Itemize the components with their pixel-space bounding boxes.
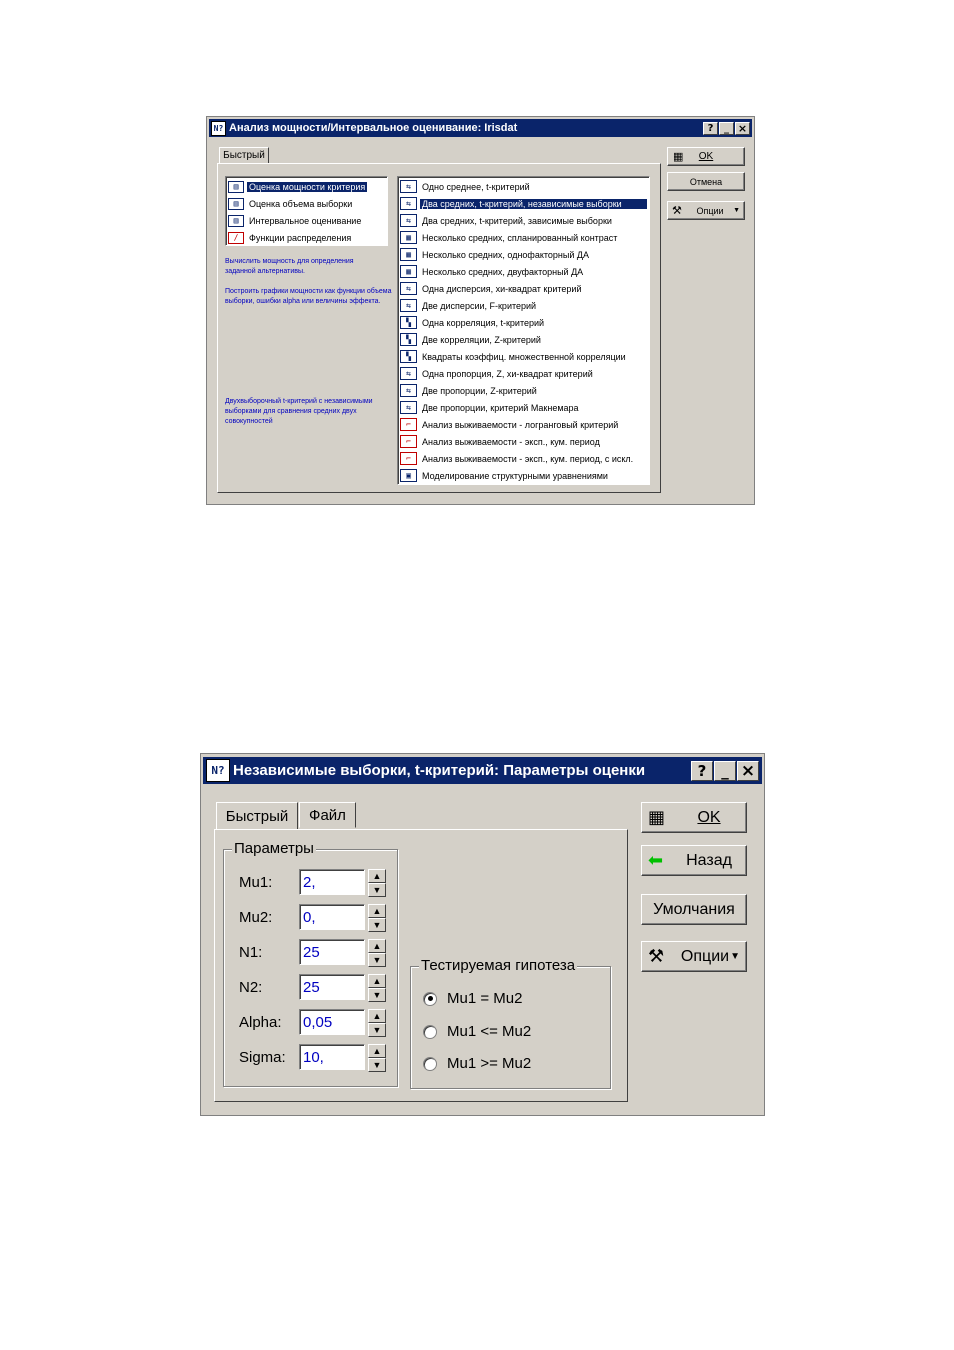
correlation-icon: ▚ [400, 333, 417, 346]
t-test-icon: ⇆ [400, 214, 417, 227]
spin-up-icon[interactable]: ▲ [368, 1009, 386, 1023]
list-item[interactable]: ⌐ Анализ выживаемости - эксп., кум. период [400, 433, 647, 450]
variance-icon: ⇆ [400, 282, 417, 295]
param-input[interactable] [299, 1009, 365, 1035]
description-2: Построить графики мощности как функции объема выборки, ошибки alpha или величины эффекта. [225, 288, 392, 305]
power-chart-icon: ▥ [228, 181, 244, 193]
list-item[interactable]: ▦ Несколько средних, двуфакторный ДА [400, 263, 647, 280]
correlation-icon: ▚ [400, 350, 417, 363]
options-button[interactable]: ⚒ Опции ▼ [641, 941, 747, 972]
proportion-icon: ⇆ [400, 367, 417, 380]
proportion-icon: ⇆ [400, 384, 417, 397]
back-button[interactable]: ⬅ Назад [641, 845, 747, 876]
param-input[interactable] [299, 974, 365, 1000]
param-label: Mu2: [239, 909, 273, 926]
table-icon: ▦ [673, 151, 684, 163]
app-icon: N? [211, 121, 226, 136]
spin-down-icon[interactable]: ▼ [368, 953, 386, 967]
parameters-window [200, 753, 765, 1116]
survival-icon: ⌐ [400, 435, 417, 448]
sample-size-icon: ▥ [228, 198, 244, 210]
param-input[interactable] [299, 1044, 365, 1070]
minimize-button[interactable]: _ [719, 122, 734, 135]
app-icon: N? [206, 759, 230, 782]
spin-up-icon[interactable]: ▲ [368, 904, 386, 918]
radio-dot[interactable] [423, 1057, 437, 1071]
list-item[interactable]: ▚ Квадраты коэффиц. множественной корреляции [400, 348, 647, 365]
close-button[interactable]: × [737, 761, 759, 781]
list-item[interactable]: ▦ Несколько средних, однофакторный ДА [400, 246, 647, 263]
list-item[interactable]: ⇆ Две пропорции, Z-критерий [400, 382, 647, 399]
help-button[interactable]: ? [703, 122, 718, 135]
distribution-icon: ∕ [228, 232, 244, 244]
sem-icon: ▣ [400, 469, 417, 482]
power-analysis-window [206, 116, 755, 505]
radio-dot[interactable] [423, 992, 437, 1006]
minimize-button[interactable]: _ [714, 761, 736, 781]
description-3: Двухвыборочный t-критерий с независимыми выборками для сравнения средних двух совокупностей [225, 398, 373, 425]
proportion-icon: ⇆ [400, 401, 417, 414]
param-input[interactable] [299, 939, 365, 965]
spin-down-icon[interactable]: ▼ [368, 918, 386, 932]
hypothesis-legend: Тестируемая гипотеза [421, 957, 576, 974]
list-item[interactable]: ⇆ Две пропорции, критерий Макнемара [400, 399, 647, 416]
options-button[interactable]: ⚒ Опции ▼ [667, 201, 745, 220]
list-item[interactable]: ⌐ Анализ выживаемости - эксп., кум. период, с искл. [400, 450, 647, 467]
close-button[interactable]: × [735, 122, 750, 135]
list-item[interactable]: ⇆ Одна дисперсия, хи-квадрат критерий [400, 280, 647, 297]
spin-up-icon[interactable]: ▲ [368, 974, 386, 988]
list-item[interactable]: ▥ Оценка объема выборки [228, 195, 385, 212]
defaults-button[interactable]: Умолчания [641, 894, 747, 925]
param-spinner[interactable] [368, 1044, 386, 1072]
param-spinner[interactable] [368, 904, 386, 932]
dropdown-arrow-icon: ▼ [730, 951, 740, 962]
cancel-button[interactable]: Отмена [667, 172, 745, 191]
grid-icon: ▦ [400, 248, 417, 261]
correlation-icon: ▚ [400, 316, 417, 329]
list-item[interactable]: ⇆ Одна пропорция, Z, хи-квадрат критерий [400, 365, 647, 382]
param-input[interactable] [299, 869, 365, 895]
dropdown-arrow-icon: ▼ [733, 207, 740, 214]
list-item[interactable]: ∕ Функции распределения [228, 229, 385, 246]
title-bar[interactable] [209, 119, 752, 137]
spin-up-icon[interactable]: ▲ [368, 869, 386, 883]
spin-down-icon[interactable]: ▼ [368, 1058, 386, 1072]
list-item[interactable]: ⇆ Два средних, t-критерий, зависимые выборки [400, 212, 647, 229]
hypothesis-radio-equal[interactable]: Mu1 = Mu2 [423, 990, 522, 1007]
window-title: Анализ мощности/Интервальное оценивание: Irisdat [229, 122, 518, 134]
hypothesis-radio-greater[interactable]: Mu1 >= Mu2 [423, 1055, 531, 1072]
options-icon: ⚒ [672, 205, 682, 217]
spin-down-icon[interactable]: ▼ [368, 883, 386, 897]
back-arrow-icon: ⬅ [648, 850, 664, 870]
list-item[interactable]: ▚ Две корреляции, Z-критерий [400, 331, 647, 348]
param-spinner[interactable] [368, 939, 386, 967]
options-icon: ⚒ [648, 946, 665, 966]
param-spinner[interactable] [368, 974, 386, 1002]
param-label: Mu1: [239, 874, 273, 891]
param-input[interactable] [299, 904, 365, 930]
variance-icon: ⇆ [400, 299, 417, 312]
parameters-legend: Параметры [234, 840, 314, 857]
ok-button[interactable]: ▦ OK [667, 147, 745, 166]
spin-down-icon[interactable]: ▼ [368, 1023, 386, 1037]
list-item[interactable]: ⌐ Анализ выживаемости - логранговый критерий [400, 416, 647, 433]
tab-quick[interactable]: Быстрый [216, 802, 298, 830]
table-icon: ▦ [648, 807, 666, 827]
t-test-icon: ⇆ [400, 180, 417, 193]
hypothesis-radio-less[interactable]: Mu1 <= Mu2 [423, 1023, 531, 1040]
survival-icon: ⌐ [400, 452, 417, 465]
description-1: Вычислить мощность для определения заданной альтернативы. [225, 258, 354, 275]
list-item[interactable]: ▥ Оценка мощности критерия [228, 178, 385, 195]
interval-icon: ▥ [228, 215, 244, 227]
spin-down-icon[interactable]: ▼ [368, 988, 386, 1002]
spin-up-icon[interactable]: ▲ [368, 939, 386, 953]
list-item[interactable]: ⇆ Одно среднее, t-критерий [400, 178, 647, 195]
param-label: Sigma: [239, 1049, 286, 1066]
grid-icon: ▦ [400, 265, 417, 278]
list-item[interactable]: ▦ Несколько средних, спланированный контраст [400, 229, 647, 246]
spin-up-icon[interactable]: ▲ [368, 1044, 386, 1058]
list-item[interactable]: ⇆ Две дисперсии, F-критерий [400, 297, 647, 314]
tab-file[interactable]: Файл [299, 802, 356, 828]
tab-quick[interactable]: Быстрый [219, 147, 269, 164]
param-spinner[interactable] [368, 1009, 386, 1037]
t-test-icon: ⇆ [400, 197, 417, 210]
param-label: N2: [239, 979, 263, 996]
list-item[interactable]: ⇆ Два средних, t-критерий, независимые выборки [400, 195, 647, 212]
param-label: Alpha: [239, 1014, 282, 1031]
survival-icon: ⌐ [400, 418, 417, 431]
help-button[interactable]: ? [691, 761, 713, 781]
title-bar[interactable] [203, 757, 762, 784]
param-label: N1: [239, 944, 263, 961]
analysis-type-list[interactable] [225, 176, 388, 246]
grid-icon: ▦ [400, 231, 417, 244]
window-title: Независимые выборки, t-критерий: Параметры оценки [233, 762, 646, 779]
test-type-list[interactable] [397, 176, 650, 485]
radio-dot[interactable] [423, 1025, 437, 1039]
ok-button[interactable]: ▦ OK [641, 802, 747, 833]
list-item[interactable]: ▣ Моделирование структурными уравнениями [400, 467, 647, 484]
param-spinner[interactable] [368, 869, 386, 897]
list-item[interactable]: ▥ Интервальное оценивание [228, 212, 385, 229]
list-item[interactable]: ▚ Одна корреляция, t-критерий [400, 314, 647, 331]
